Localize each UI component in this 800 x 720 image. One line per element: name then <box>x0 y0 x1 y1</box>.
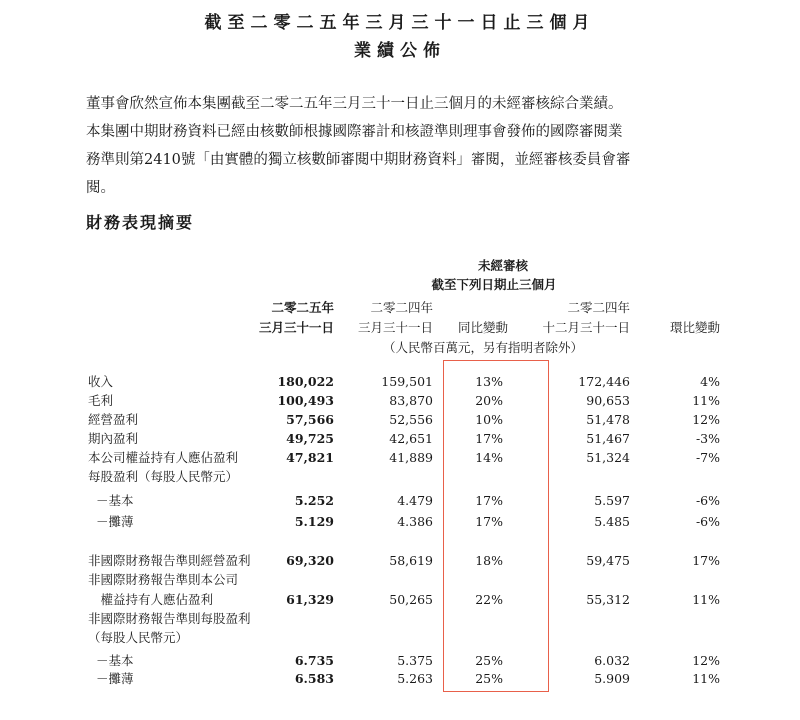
cell-2024-dec: 51,324 <box>586 450 630 465</box>
row-label: －基本 <box>96 493 134 508</box>
cell-2025: 6.735 <box>294 653 334 668</box>
table-row <box>0 591 800 609</box>
cell-2024-mar: 159,501 <box>381 374 433 389</box>
unit-note: （人民幣百萬元，另有指明者除外） <box>382 340 584 355</box>
report-title-line2: 業績公佈 <box>354 41 446 61</box>
cell-2024-mar: 4.386 <box>397 514 433 529</box>
cell-2024-dec: 172,446 <box>578 374 630 389</box>
table-row <box>0 610 800 628</box>
cell-qoq: -6% <box>695 493 720 508</box>
cell-qoq: -6% <box>695 514 720 529</box>
row-label: －攤薄 <box>96 671 134 686</box>
cell-2024-mar: 41,889 <box>389 450 433 465</box>
cell-2025: 5.252 <box>294 493 334 508</box>
cell-2024-dec: 6.032 <box>594 653 630 668</box>
row-label: 非國際財務報告準則經營盈利 <box>88 553 251 568</box>
table-row <box>0 652 800 670</box>
cell-2024-dec: 5.909 <box>594 671 630 686</box>
table-row <box>0 492 800 510</box>
cell-qoq: 11% <box>692 592 720 607</box>
cell-2025: 47,821 <box>286 450 334 465</box>
cell-2024-mar: 4.479 <box>397 493 433 508</box>
cell-2024-mar: 58,619 <box>389 553 433 568</box>
table-row <box>0 552 800 570</box>
cell-yoy: 10% <box>475 412 503 427</box>
col-header-yoy: 同比變動 <box>457 320 509 335</box>
cell-2025: 5.129 <box>294 514 334 529</box>
table-row <box>0 670 800 688</box>
cell-yoy: 25% <box>475 671 503 686</box>
cell-2024-dec: 5.597 <box>594 493 630 508</box>
cell-2024-mar: 5.375 <box>397 653 433 668</box>
intro-line: 務準則第2410號「由實體的獨立核數師審閱中期財務資料」審閱，並經審核委員會審 <box>86 152 631 168</box>
table-row <box>0 392 800 410</box>
col-header-2024mar-date: 三月三十一日 <box>357 320 433 335</box>
cell-qoq: 12% <box>692 653 720 668</box>
cell-2024-mar: 50,265 <box>389 592 433 607</box>
cell-2025: 57,566 <box>286 412 334 427</box>
cell-2024-mar: 42,651 <box>389 431 433 446</box>
row-label: －攤薄 <box>96 514 134 529</box>
cell-yoy: 17% <box>475 493 503 508</box>
cell-2025: 69,320 <box>286 553 334 568</box>
group-header-period: 截至下列日期止三個月 <box>431 277 557 292</box>
table-row <box>0 411 800 429</box>
row-label: 每股盈利（每股人民幣元） <box>88 469 239 484</box>
cell-qoq: 11% <box>692 671 720 686</box>
cell-yoy: 13% <box>475 374 503 389</box>
cell-2024-dec: 51,467 <box>586 431 630 446</box>
cell-2024-mar: 52,556 <box>389 412 433 427</box>
row-label: 權益持有人應佔盈利 <box>88 592 214 607</box>
table-row <box>0 468 800 486</box>
intro-line: 本集團中期財務資料已經由核數師根據國際審計和核證準則理事會發佈的國際審閱業 <box>86 124 623 140</box>
col-header-2024dec-date: 十二月三十一日 <box>542 320 630 335</box>
cell-yoy: 17% <box>475 431 503 446</box>
cell-qoq: -7% <box>695 450 720 465</box>
cell-yoy: 14% <box>475 450 503 465</box>
cell-yoy: 22% <box>475 592 503 607</box>
table-row <box>0 449 800 467</box>
cell-yoy: 20% <box>475 393 503 408</box>
table-row <box>0 373 800 391</box>
group-header-unaudited: 未經審核 <box>477 258 529 273</box>
cell-yoy: 17% <box>475 514 503 529</box>
cell-2025: 180,022 <box>277 374 334 389</box>
row-label: 收入 <box>88 374 114 389</box>
cell-2025: 100,493 <box>277 393 334 408</box>
cell-yoy: 25% <box>475 653 503 668</box>
row-label: 期內盈利 <box>88 431 139 446</box>
row-label: 非國際財務報告準則本公司 <box>88 572 239 587</box>
cell-qoq: 12% <box>692 412 720 427</box>
cell-qoq: 11% <box>692 393 720 408</box>
row-label: 非國際財務報告準則每股盈利 <box>88 611 251 626</box>
cell-2025: 61,329 <box>286 592 334 607</box>
cell-qoq: -3% <box>695 431 720 446</box>
col-header-2025-date: 三月三十一日 <box>258 320 334 335</box>
cell-2024-mar: 5.263 <box>397 671 433 686</box>
cell-2024-dec: 90,653 <box>586 393 630 408</box>
col-header-2024dec-year: 二零二四年 <box>567 300 630 315</box>
row-label: －基本 <box>96 653 134 668</box>
col-header-qoq: 環比變動 <box>669 320 720 335</box>
report-title-line1: 截至二零二五年三月三十一日止三個月 <box>204 13 596 33</box>
table-row <box>0 571 800 589</box>
cell-2025: 49,725 <box>286 431 334 446</box>
cell-2024-mar: 83,870 <box>389 393 433 408</box>
cell-yoy: 18% <box>475 553 503 568</box>
cell-2024-dec: 55,312 <box>586 592 630 607</box>
cell-2024-dec: 5.485 <box>594 514 630 529</box>
section-title: 財務表現摘要 <box>86 213 195 232</box>
table-row <box>0 513 800 531</box>
cell-2024-dec: 51,478 <box>586 412 630 427</box>
col-header-2024mar-year: 二零二四年 <box>370 300 433 315</box>
col-header-2025-year: 二零二五年 <box>271 300 334 315</box>
row-label: （每股人民幣元） <box>88 630 189 645</box>
table-row <box>0 430 800 448</box>
intro-line: 董事會欣然宣佈本集團截至二零二五年三月三十一日止三個月的未經審核綜合業績。 <box>86 96 623 112</box>
row-label: 毛利 <box>88 393 114 408</box>
cell-2024-dec: 59,475 <box>586 553 630 568</box>
cell-qoq: 17% <box>692 553 720 568</box>
table-row <box>0 629 800 647</box>
row-label: 本公司權益持有人應佔盈利 <box>88 450 239 465</box>
cell-2025: 6.583 <box>294 671 334 686</box>
row-label: 經營盈利 <box>88 412 139 427</box>
intro-line: 閱。 <box>86 180 115 196</box>
cell-qoq: 4% <box>700 374 720 389</box>
